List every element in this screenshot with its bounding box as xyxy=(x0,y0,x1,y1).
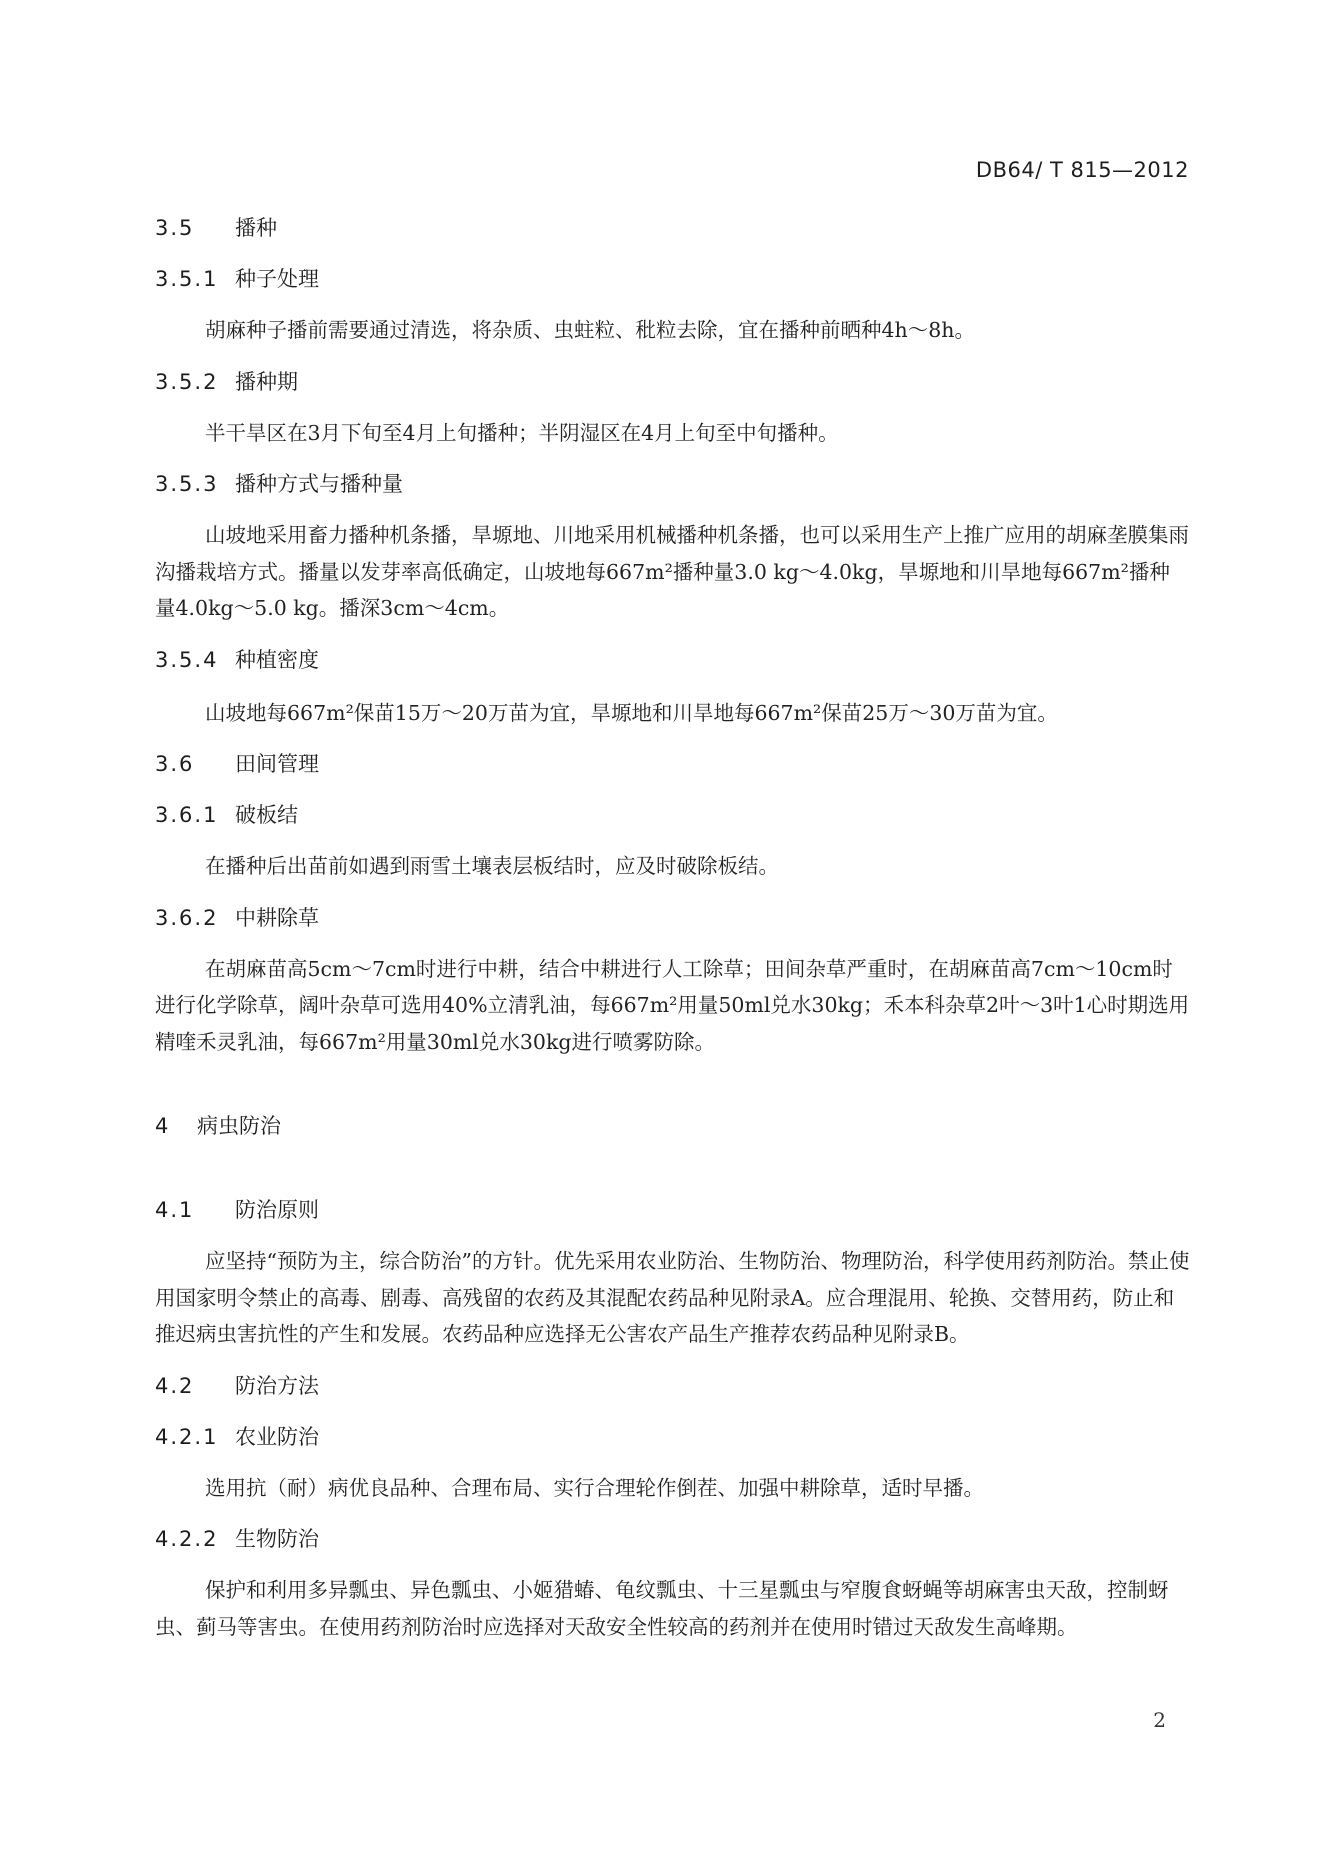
section-title: 播种 xyxy=(235,216,277,240)
section-title: 破板结 xyxy=(235,803,298,827)
section-number: 4 xyxy=(155,1114,171,1138)
section-number: 3.5.4 xyxy=(155,647,219,672)
section-title: 病虫防治 xyxy=(197,1114,281,1138)
page-number: 2 xyxy=(1153,1708,1166,1732)
section-title: 播种方式与播种量 xyxy=(235,472,403,496)
paragraph: 应坚持“预防为主，综合防治”的方针。优先采用农业防治、生物防治、物理防治，科学使用药剂防治。禁止使用国家明令禁止的高毒、剧毒、高残留的农药及其混配农药品种见附录A。应合理混用、轮换、交替用药，防止和推迟病虫害抗性的产生和发展。农药品种应选择无公害农产品生产推荐农药品种见附录B。 xyxy=(155,1249,1190,1346)
paragraph: 保护和利用多异瓢虫、异色瓢虫、小姬猎蝽、龟纹瓢虫、十三星瓢虫与窄腹食蚜蝇等胡麻害虫天敌，控制蚜虫、蓟马等害虫。在使用药剂防治时应选择对天敌安全性较高的药剂并在使用时错过天敌发生高峰期。 xyxy=(155,1578,1169,1639)
section-title: 生物防治 xyxy=(235,1527,319,1551)
section-title: 中耕除草 xyxy=(235,905,319,930)
paragraph: 半干旱区在3月下旬至4月上旬播种；半阴湿区在4月上旬至中旬播种。 xyxy=(205,420,839,445)
section-number: 4.2.2 xyxy=(155,1527,219,1551)
document-code: DB64/ T 815—2012 xyxy=(975,158,1189,182)
subsection-heading xyxy=(155,797,1190,833)
subsection-heading xyxy=(155,364,1190,400)
section-title: 田间管理 xyxy=(235,752,319,776)
section-number: 3.6.1 xyxy=(155,803,219,827)
subsection-heading xyxy=(155,466,1190,502)
section-title: 播种期 xyxy=(235,369,298,394)
section-number: 3.6 xyxy=(155,752,195,776)
subsection-heading xyxy=(155,1419,1190,1455)
paragraph: 山坡地每667m²保苗15万～20万苗为宜，旱塬地和川旱地每667m²保苗25万～30万苗为宜。 xyxy=(205,700,1058,725)
section-number: 3.6.2 xyxy=(155,905,219,930)
section-number: 4.2.1 xyxy=(155,1424,219,1449)
subsection-heading xyxy=(155,261,1190,297)
section-title: 防治原则 xyxy=(235,1198,319,1222)
paragraph: 山坡地采用畜力播种机条播，旱塬地、川地采用机械播种机条播，也可以采用生产上推广应用的胡麻垄膜集雨沟播栽培方式。播量以发芽率高低确定，山坡地每667m²播种量3.0 kg～4.0kg，旱塬地和川旱地每667m²播种量4.0kg～5.0 kg。播深3cm～4cm。 xyxy=(155,523,1189,620)
paragraph: 胡麻种子播前需要通过清选，将杂质、虫蛀粒、秕粒去除，宜在播种前晒种4h～8h。 xyxy=(205,318,975,342)
paragraph: 选用抗（耐）病优良品种、合理布局、实行合理轮作倒茬、加强中耕除草，适时早播。 xyxy=(205,1475,984,1500)
section-title: 种子处理 xyxy=(235,267,319,291)
section-number: 3.5.1 xyxy=(155,267,219,291)
section-number: 3.5.3 xyxy=(155,472,219,496)
section-title: 农业防治 xyxy=(235,1424,319,1449)
subsection-heading xyxy=(155,900,1190,936)
section-number: 3.5 xyxy=(155,216,195,240)
subsection-heading xyxy=(155,1521,1190,1557)
paragraph: 在胡麻苗高5cm～7cm时进行中耕，结合中耕进行人工除草；田间杂草严重时，在胡麻苗高7cm～10cm时进行化学除草，阔叶杂草可选用40%立清乳油，每667m²用量50ml兑水30kg；禾本科杂草2叶～3叶1心时期选用精喹禾灵乳油，每667m²用量30ml兑水30kg进行喷雾防除。 xyxy=(155,956,1190,1054)
section-number: 4.1 xyxy=(155,1198,195,1222)
section-heading xyxy=(155,1368,1190,1404)
section-number: 3.5.2 xyxy=(155,369,219,394)
section-title: 种植密度 xyxy=(235,647,319,672)
document-body xyxy=(155,210,1190,1645)
section-heading xyxy=(155,1192,1190,1228)
section-title: 防治方法 xyxy=(235,1373,319,1398)
section-heading xyxy=(155,746,1190,782)
paragraph: 在播种后出苗前如遇到雨雪土壤表层板结时，应及时破除板结。 xyxy=(205,854,779,878)
subsection-heading xyxy=(155,642,1190,678)
section-number: 4.2 xyxy=(155,1373,195,1398)
chapter-heading xyxy=(155,1108,1190,1144)
section-heading xyxy=(155,210,1190,246)
